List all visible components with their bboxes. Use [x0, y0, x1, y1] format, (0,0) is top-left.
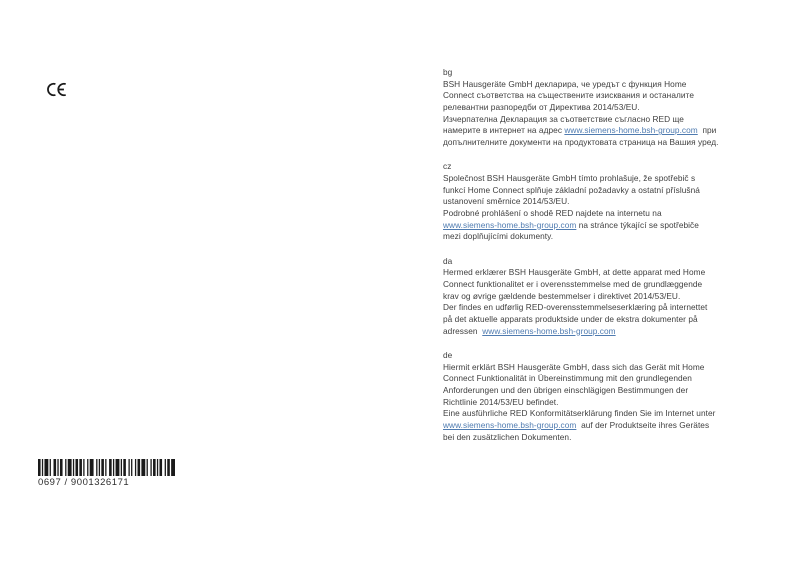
text-line: Изчерпателна Декларация за съответствие съгласно RED ще — [443, 113, 684, 124]
text-line: Connect funktionalitet er i overensstemmelse med de grundlæggende — [443, 279, 703, 289]
declaration-block-bg — [443, 67, 753, 148]
text-line: Richtlinie 2014/53/EU befindet. — [443, 396, 559, 407]
text-line: Der findes en udførlig RED-overensstemmelseserklæring på internettet — [443, 302, 708, 313]
link-line-post: при — [697, 125, 717, 136]
text-line: Eine ausführliche RED Konformitätserklärung finden Sie im Internet unter — [443, 408, 716, 419]
website-link[interactable]: www.siemens-home.bsh-group.com — [482, 325, 616, 336]
barcode — [38, 459, 175, 476]
website-link[interactable]: www.siemens-home.bsh-group.com — [443, 419, 577, 430]
link-line-pre: adressen — [443, 325, 483, 336]
text-line: Anforderungen und den übrigen einschlägigen Bestimmungen der — [443, 385, 689, 395]
text-line — [443, 420, 753, 432]
website-link[interactable]: www.siemens-home.bsh-group.com — [443, 219, 577, 230]
text-line: bei den zusätzlichen Dokumenten. — [443, 431, 572, 442]
text-line — [443, 125, 753, 137]
declaration-block-da — [443, 256, 753, 337]
text-line: ustanovení směrnice 2014/53/EU. — [443, 196, 570, 207]
text-line: mezi doplňujícími dokumenty. — [443, 231, 554, 242]
ce-marking-icon — [45, 82, 69, 97]
link-line-post: auf der Produktseite ihres Gerätes — [576, 419, 710, 430]
text-line: Connect Funktionalität in Übereinstimmung mit den grundlegenden — [443, 373, 692, 384]
barcode-number: 0697 / 9001326171 — [38, 477, 130, 488]
website-link[interactable]: www.siemens-home.bsh-group.com — [564, 125, 698, 136]
text-line: Connect съответства на съществените изисквания и останалите — [443, 90, 694, 101]
declaration-block-de — [443, 350, 753, 443]
language-code-label: cz — [443, 161, 452, 172]
text-line: релевантни разпоредби от Директива 2014/53/EU. — [443, 101, 640, 112]
text-line: Hermed erklærer BSH Hausgeräte GmbH, at dette apparat med Home — [443, 267, 706, 278]
language-code-label: de — [443, 350, 453, 361]
text-line: допълнителните документи на продуктовата страница на Вашия уред. — [443, 136, 719, 147]
text-line: krav og øvrige gældende bestemmelser i direktivet 2014/53/EU. — [443, 290, 681, 301]
declaration-block-cz — [443, 161, 753, 242]
text-line — [443, 326, 753, 338]
language-code-label: da — [443, 255, 453, 266]
declaration-text-column — [443, 67, 753, 456]
text-line: Hiermit erklärt BSH Hausgeräte GmbH, dass sich das Gerät mit Home — [443, 361, 705, 372]
text-line — [443, 220, 753, 232]
text-line: Společnost BSH Hausgeräte GmbH tímto prohlašuje, že spotřebič s — [443, 173, 696, 183]
text-line: funkcí Home Connect splňuje základní požadavky a ostatní příslušná — [443, 184, 700, 195]
text-line: Podrobné prohlášení o shodě RED najdete na internetu na — [443, 207, 662, 218]
ce-letter-c — [48, 84, 55, 95]
text-line: på det aktuelle apparats produktside under de ekstra dokumenter på — [443, 313, 698, 324]
language-code-label: bg — [443, 67, 453, 77]
barcode-block — [38, 459, 175, 488]
link-line-pre: намерите в интернет на адрес — [443, 125, 565, 136]
link-line-post: na stránce týkající se spotřebiče — [576, 219, 699, 230]
text-line: BSH Hausgeräte GmbH декларира, че уредът с функция Home — [443, 78, 687, 89]
